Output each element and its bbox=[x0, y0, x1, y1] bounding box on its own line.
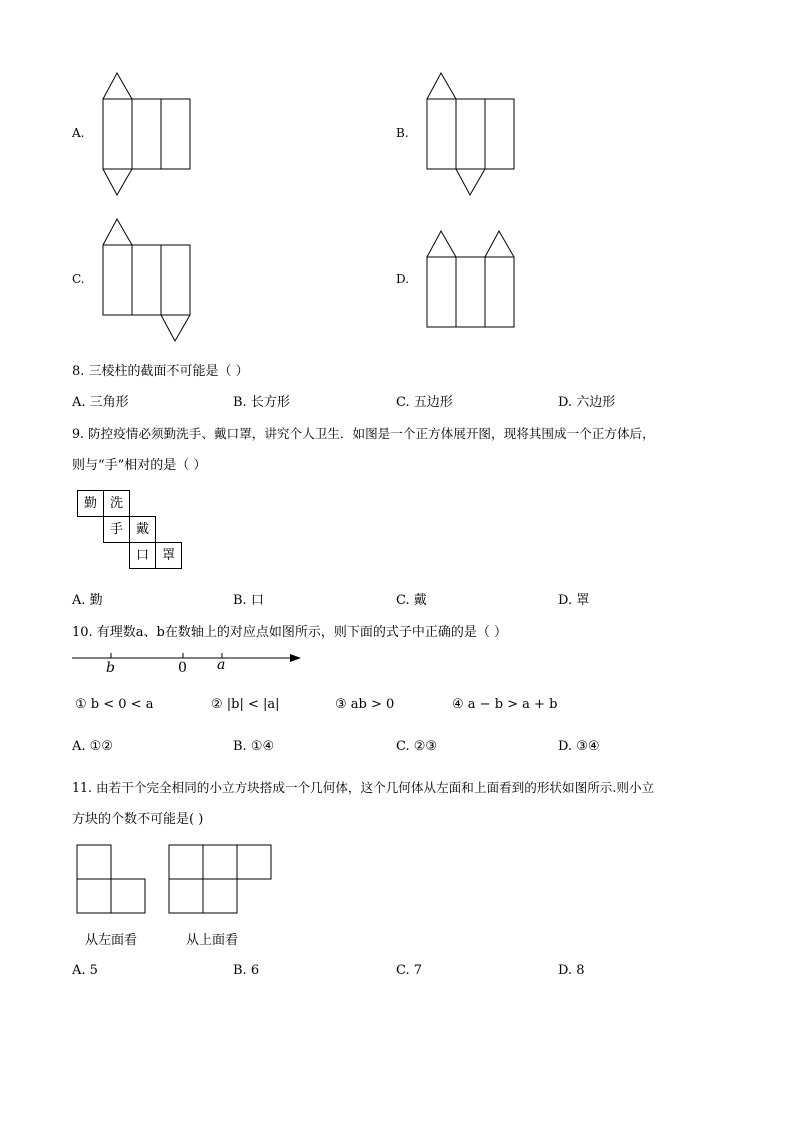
q11-stem-line2: 方块的个数不可能是( ) bbox=[72, 812, 204, 827]
q8-option-c: C. 五边形 bbox=[396, 395, 453, 410]
q11-option-b: B. 6 bbox=[233, 963, 260, 978]
q9-option-c: C. 戴 bbox=[396, 593, 427, 608]
prism-option-d-label: D. bbox=[396, 272, 410, 286]
cube-net-cell: 口 bbox=[129, 542, 156, 569]
prism-option-a-label: A. bbox=[72, 126, 85, 140]
top-view-caption: 从上面看 bbox=[186, 933, 239, 948]
q11-stem-line1: 11. 由若干个完全相同的小立方块搭成一个几何体，这个几何体从左面和上面看到的形状如图所示.则小立 bbox=[72, 780, 655, 795]
cube-net-cell: 洗 bbox=[103, 490, 130, 517]
q8-option-a: A. 三角形 bbox=[72, 395, 129, 410]
q10-statement-1: ① b < 0 < a bbox=[75, 697, 154, 712]
q10-option-d: D. ③④ bbox=[558, 739, 600, 754]
prism-option-c-label: C. bbox=[72, 272, 85, 286]
cube-net-cell: 勤 bbox=[77, 490, 104, 517]
q8-option-d: D. 六边形 bbox=[558, 395, 616, 410]
q9-option-b: B. 口 bbox=[233, 593, 264, 608]
axis-label-a: a bbox=[217, 657, 226, 673]
q9-option-a: A. 勤 bbox=[72, 593, 103, 608]
q10-option-a: A. ①② bbox=[72, 739, 113, 754]
q9-option-d: D. 罩 bbox=[558, 593, 590, 608]
axis-label-zero: 0 bbox=[178, 660, 187, 676]
q10-statement-4: ④ a − b > a + b bbox=[452, 697, 558, 712]
axis-label-b: b bbox=[106, 660, 115, 676]
q9-stem-line1: 9. 防控疫情必须勤洗手、戴口罩，讲究个人卫生．如图是一个正方体展开图，现将其围成一个正方体后， bbox=[72, 426, 655, 441]
q9-stem-line2: 则与“手”相对的是（ ） bbox=[72, 458, 207, 473]
q10-statement-3: ③ ab > 0 bbox=[335, 697, 395, 712]
cube-net-cell: 手 bbox=[103, 516, 130, 543]
prism-option-b-label: B. bbox=[396, 126, 409, 140]
q8-stem: 8. 三棱柱的截面不可能是（ ） bbox=[72, 364, 249, 379]
q10-stem: 10. 有理数a、b在数轴上的对应点如图所示，则下面的式子中正确的是（ ） bbox=[72, 625, 508, 640]
q11-option-a: A. 5 bbox=[72, 963, 98, 978]
q11-option-d: D. 8 bbox=[558, 963, 585, 978]
q10-statement-2: ② |b| < |a| bbox=[211, 697, 280, 712]
q8-option-b: B. 长方形 bbox=[233, 395, 290, 410]
q10-option-b: B. ①④ bbox=[233, 739, 275, 754]
q11-option-c: C. 7 bbox=[396, 963, 423, 978]
left-view-caption: 从左面看 bbox=[85, 933, 138, 948]
cube-net-cell: 罩 bbox=[155, 542, 182, 569]
q10-option-c: C. ②③ bbox=[396, 739, 438, 754]
cube-net-cell: 戴 bbox=[129, 516, 156, 543]
